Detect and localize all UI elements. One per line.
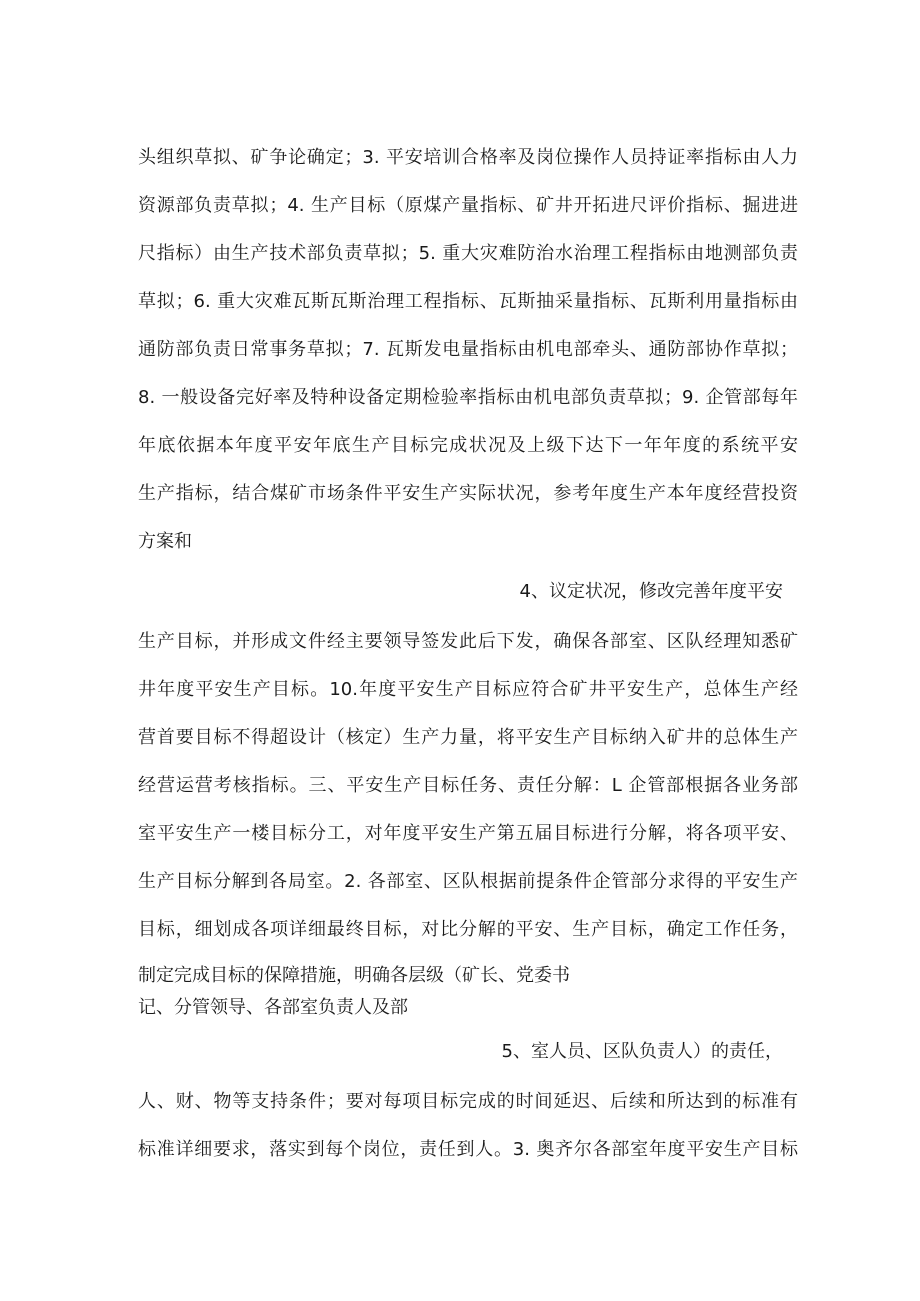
text-line: 人、财、物等支持条件；要对每项目标完成的时间延迟、后续和所达到的标准有	[138, 1091, 798, 1112]
text-line: 制定完成目标的保障措施，明确各层级（矿长、党委书	[138, 965, 570, 986]
text-line: 头组织草拟、矿争论确定；3. 平安培训合格率及岗位操作人员持证率指标由人力	[138, 147, 798, 168]
text-line: 生产目标分解到各局室。2. 各部室、区队根据前提条件企管部分求得的平安生产	[138, 871, 798, 892]
text-line: 室平安生产一楼目标分工，对年度平安生产第五届目标进行分解，将各项平安、	[138, 823, 798, 844]
text-line: 通防部负责日常事务草拟；7. 瓦斯发电量指标由机电部牵头、通防部协作草拟；	[138, 339, 798, 360]
text-line: 目标，细划成各项详细最终目标，对比分解的平安、生产目标，确定工作任务，	[138, 919, 798, 940]
text-line: 营首要目标不得超设计（核定）生产力量，将平安生产目标纳入矿井的总体生产	[138, 727, 798, 748]
text-line: 标准详细要求，落实到每个岗位，责任到人。3. 奥齐尔各部室年度平安生产目标	[138, 1139, 798, 1160]
text-line: 年底依据本年度平安年底生产目标完成状况及上级下达下一年年度的系统平安	[138, 435, 798, 456]
page-break-line: 4、议定状况，修改完善年度平安	[519, 581, 783, 602]
text-line: 记、分管领导、各部室负责人及部	[138, 997, 408, 1018]
text-line: 生产目标，并形成文件经主要领导签发此后下发，确保各部室、区队经理知悉矿	[138, 631, 798, 652]
text-line: 井年度平安生产目标。10.年度平安生产目标应符合矿井平安生产，总体生产经	[138, 679, 798, 700]
page-break-line: 5、室人员、区队负责人）的责任，	[501, 1041, 783, 1062]
text-line: 尺指标）由生产技术部负责草拟；5. 重大灾难防治水治理工程指标由地测部负责	[138, 243, 798, 264]
text-line: 草拟；6. 重大灾难瓦斯瓦斯治理工程指标、瓦斯抽采量指标、瓦斯利用量指标由	[138, 291, 798, 312]
text-line: 生产指标，结合煤矿市场条件平安生产实际状况，参考年度生产本年度经营投资	[138, 483, 798, 504]
text-line: 8. 一般设备完好率及特种设备定期检验率指标由机电部负责草拟；9. 企管部每年	[138, 387, 798, 408]
text-line: 方案和	[138, 531, 192, 552]
text-line: 经营运营考核指标。三、平安生产目标任务、责任分解：L 企管部根据各业务部	[138, 775, 798, 796]
text-line: 资源部负责草拟；4. 生产目标（原煤产量指标、矿井开拓进尺评价指标、掘进进	[138, 195, 798, 216]
